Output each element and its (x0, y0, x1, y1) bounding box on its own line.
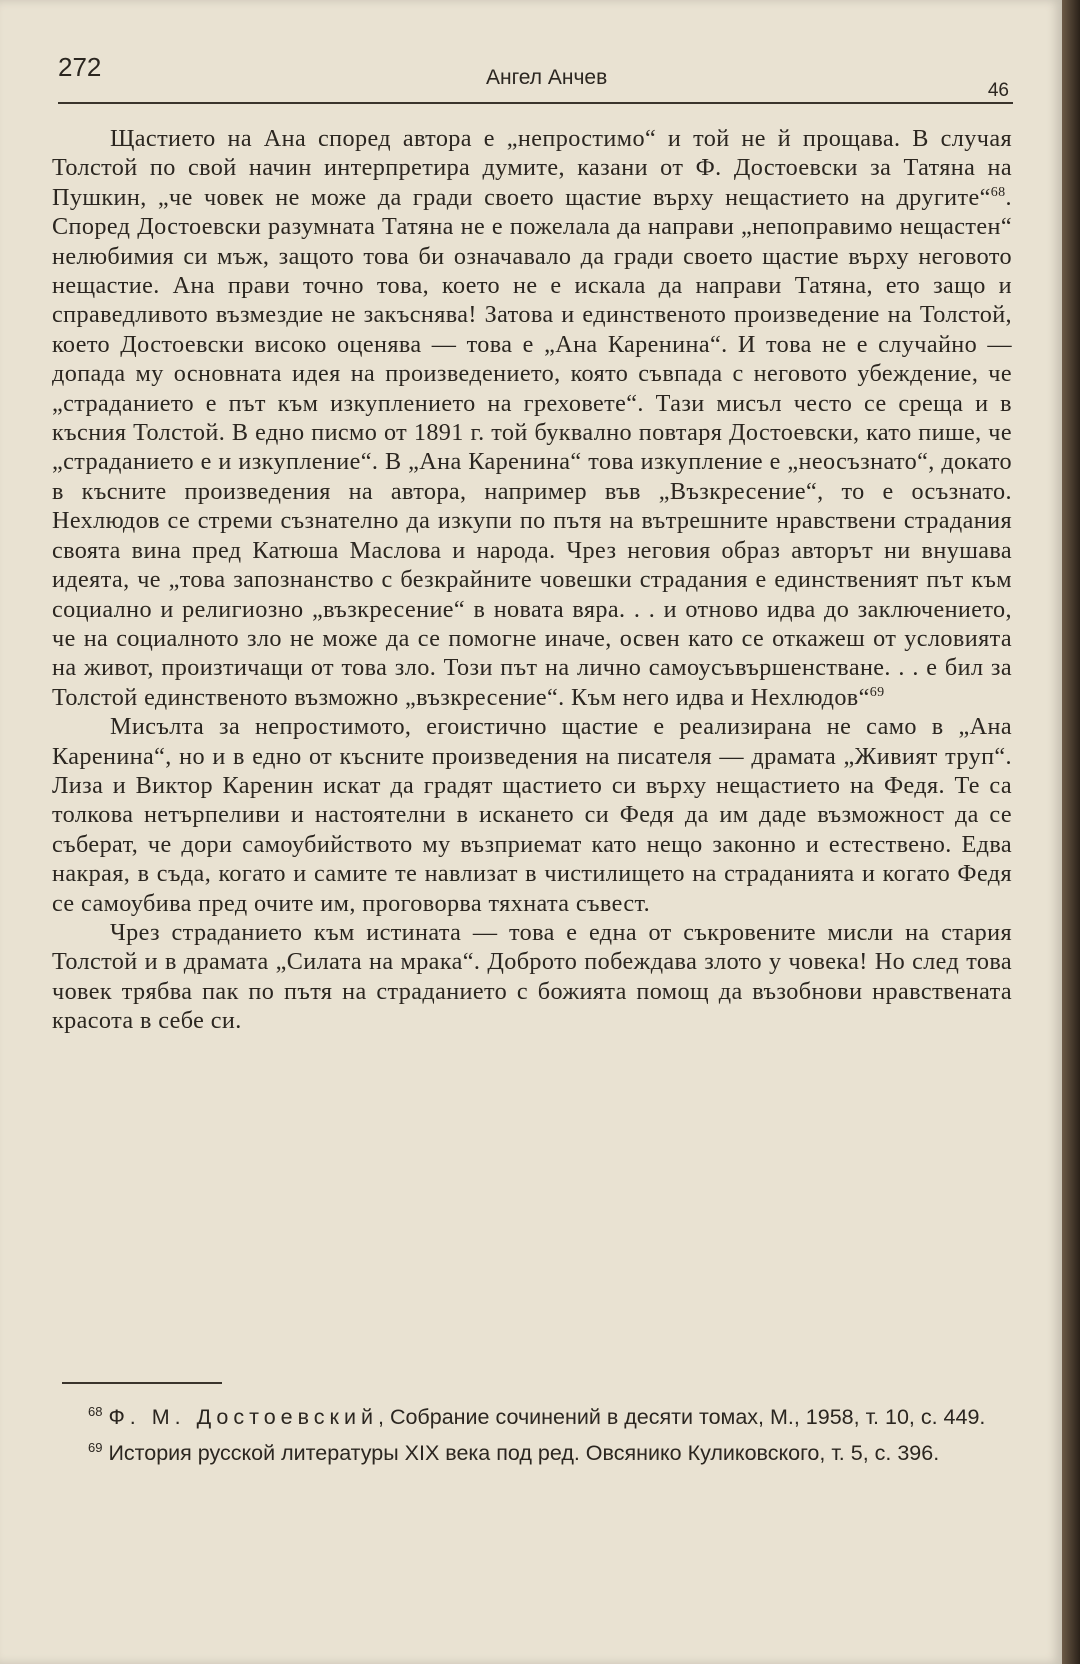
page-number: 272 (58, 52, 102, 82)
footnote-text: История русской литературы XIX века под ред. Овсянико Куликовского, т. 5, с. 396. (108, 1441, 940, 1465)
paragraph-1-text-a: Щастието на Ана според автора е „непростимо“ и той не й прощава. В случая Толстой по свой начин интерпретира думите, казани от Ф. Достоевски за Татяна на Пушкин, „че човек не може да гради своето щастие върху нещастието на другите“ (52, 125, 1012, 211)
footnote-author: Ф. М. Достоевский (108, 1405, 378, 1429)
footnote-69 (62, 1439, 1007, 1467)
main-text (52, 124, 1012, 1036)
paragraph-2: Мисълта за непростимото, егоистично щастие е реализирана не само в „Ана Каренина“, но и в едно от късните произведения на писателя — драмата „Живият труп“. Лиза и Виктор Каренин искат да градят щастието си върху нещастието на Федя. Те са толкова нетърпеливи и настоятелни в искането си Федя да им даде възможност да се съберат, че дори самоубийството му възприемат като нещо законно и естествено. Едва накрая, в съда, когато и самите те навлизат в чистилището на страданията и когато Федя се самоубива пред очите им, проговорва тяхната съвест. (52, 713, 1012, 917)
footnote-number: 69 (88, 1439, 103, 1455)
page-header (58, 52, 1013, 104)
paragraph-1-text-b: . Според Достоевски разумната Татяна не е пожелала да направи „непоправимо нещастен“ нелюбимия си мъж, защото това би означавало да гради своето щастие върху неговото нещастие. Ана прави точно това, което не е искала да направи Татяна, ето защо и справедливото възмездие не закъснява! Затова и единственото произведение на Толстой, което Достоевски високо оценява — това е „Ана Каренина“. И това не е случайно — допада му основната идея на произведението, която съвпада с неговото убеждение, че „страданието е път към изкуплението на греховете“. Тази мисъл често се среща и в късния Толстой. В едно писмо от 1891 г. той буквално повтаря Достоевски, като пише, че „страданието е и изкупление“. В „Ана Каренина“ това изкупление е „неосъзнато“, докато в късните произведения на автора, например във „Възкресение“, то е осъзнато. Нехлюдов се стреми съзнателно да изкупи по пътя на вътрешните нравствени страдания своята вина пред Катюша Маслова и народа. Чрез неговия образ авторът ни внушава идеята, че „това запознанство с безкрайните човешки страдания е единственият път към социално и религиозно „възкресение“ в новата вяра. . . и отново идва до заключението, че на социалното зло не може да се помогне иначе, освен като се откажеш от условията на живот, произтичащи от това зло. Този път на лично самоусъвършенстване. . . е бил за Толстой единственото възможно „възкресение“. Към него идва и Нехлюдов“ (52, 183, 1012, 711)
running-title: Ангел Анчев (486, 66, 608, 89)
footnote-ref-68: 68 (990, 184, 1006, 200)
paragraph-1 (52, 124, 1012, 712)
footnotes (62, 1403, 1007, 1475)
footnote-divider (62, 1382, 222, 1384)
footnote-ref-69: 69 (869, 684, 885, 700)
footnote-text: , Собрание сочинений в десяти томах, М., 1958, т. 10, с. 449. (378, 1405, 986, 1429)
paragraph-3: Чрез страданието към истината — това е една от съкровените мисли на стария Толстой и в драмата „Силата на мрака“. Доброто побеждава злото у човека! Но след това човек трябва пак по пътя на страданието с божията помощ да възобнови нравствената красота в себе си. (52, 918, 1012, 1035)
printer-signature-mark: 46 (987, 80, 1009, 101)
footnote-number: 68 (88, 1403, 103, 1419)
footnote-68 (62, 1403, 1007, 1431)
page-edge-shadow (1062, 0, 1080, 1664)
